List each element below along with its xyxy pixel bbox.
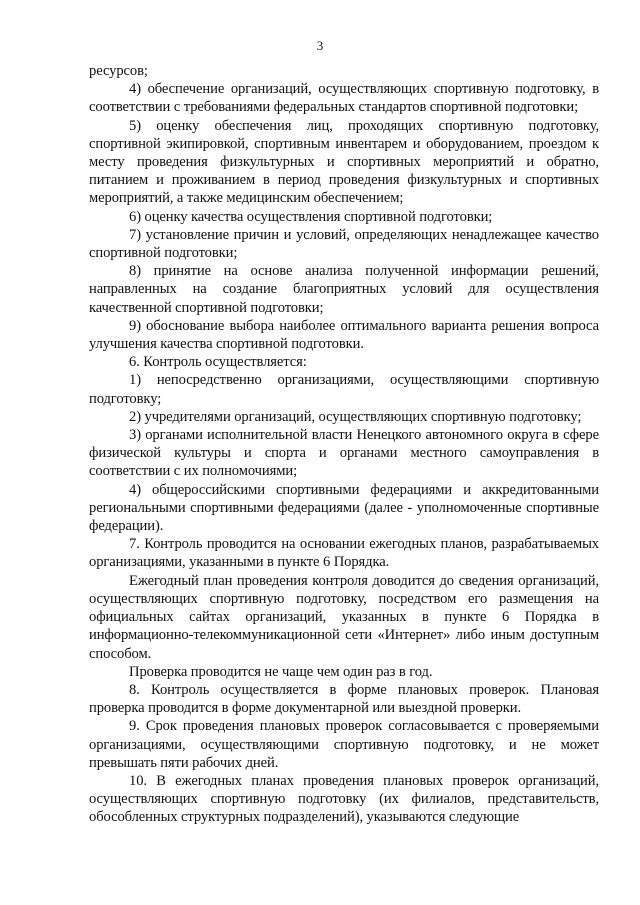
paragraph-frequency: Проверка проводится не чаще чем один раз в год. — [129, 663, 433, 680]
paragraph-item-9: 9) обоснование выбора наиболее оптимального варианта решения вопроса улучшения качества спортивной подготовки. — [89, 317, 599, 353]
paragraph-section-8: 8. Контроль осуществляется в форме плановых проверок. Плановая проверка проводится в форме документарной или выездной проверки. — [89, 681, 599, 717]
paragraph-annual-plan: Ежегодный план проведения контроля доводится до сведения организаций, осуществляющих спортивную подготовку, посредством его размещения на официальных сайтах организаций, указанных в пункте 6 Порядка в информационно-телекоммуникационной сети «Интернет» либо иным доступным способом. — [89, 572, 599, 662]
paragraph-item-6: 6) оценку качества осуществления спортивной подготовки; — [129, 208, 493, 225]
paragraph-section-10: 10. В ежегодных планах проведения плановых проверок организаций, осуществляющих спортивную подготовку (их филиалов, представительств, обособленных структурных подразделений), указываются следующие — [89, 772, 599, 826]
paragraph-item-4: 4) обеспечение организаций, осуществляющих спортивную подготовку, в соответствии с требованиями федеральных стандартов спортивной подготовки; — [89, 81, 599, 116]
paragraph-section-6-item-4: 4) общероссийскими спортивными федерациями и аккредитованными региональными спортивными федерациями (далее - уполномоченные спортивные федерации). — [89, 481, 599, 535]
document-body — [89, 62, 599, 827]
paragraph-section-6: 6. Контроль осуществляется: — [129, 354, 307, 371]
paragraph-section-6-item-3: 3) органами исполнительной власти Ненецкого автономного округа в сфере физической культуры и спорта и органами местного самоуправления в соответствии с их полномочиями; — [89, 427, 599, 480]
paragraph-item-8: 8) принятие на основе анализа полученной информации решений, направленных на создание благоприятных условий для осуществления качественной спортивной подготовки; — [89, 263, 599, 316]
paragraph-continuation: ресурсов; — [89, 63, 148, 79]
paragraph-item-5: 5) оценку обеспечения лиц, проходящих спортивную подготовку, спортивной экипировкой, спортивным инвентарем и оборудованием, проездом к месту проведения физкультурных и спортивных мероприятий и обратно, питанием и проживанием в период проведения физкультурных и спортивных мероприятий, а также медицинским обеспечением; — [89, 117, 599, 207]
paragraph-section-6-item-2: 2) учредителями организаций, осуществляющих спортивную подготовку; — [129, 408, 582, 425]
paragraph-item-7: 7) установление причин и условий, определяющих ненадлежащее качество спортивной подготовки; — [89, 226, 599, 262]
paragraph-section-6-item-1: 1) непосредственно организациями, осуществляющими спортивную подготовку; — [89, 372, 599, 407]
paragraph-section-9: 9. Срок проведения плановых проверок согласовывается с проверяемыми организациями, осуществляющими спортивную подготовку, и не может превышать пяти рабочих дней. — [89, 718, 599, 771]
page-number: 3 — [316, 38, 324, 53]
paragraph-section-7: 7. Контроль проводится на основании ежегодных планов, разрабатываемых организациями, указанными в пункте 6 Порядка. — [89, 536, 599, 571]
